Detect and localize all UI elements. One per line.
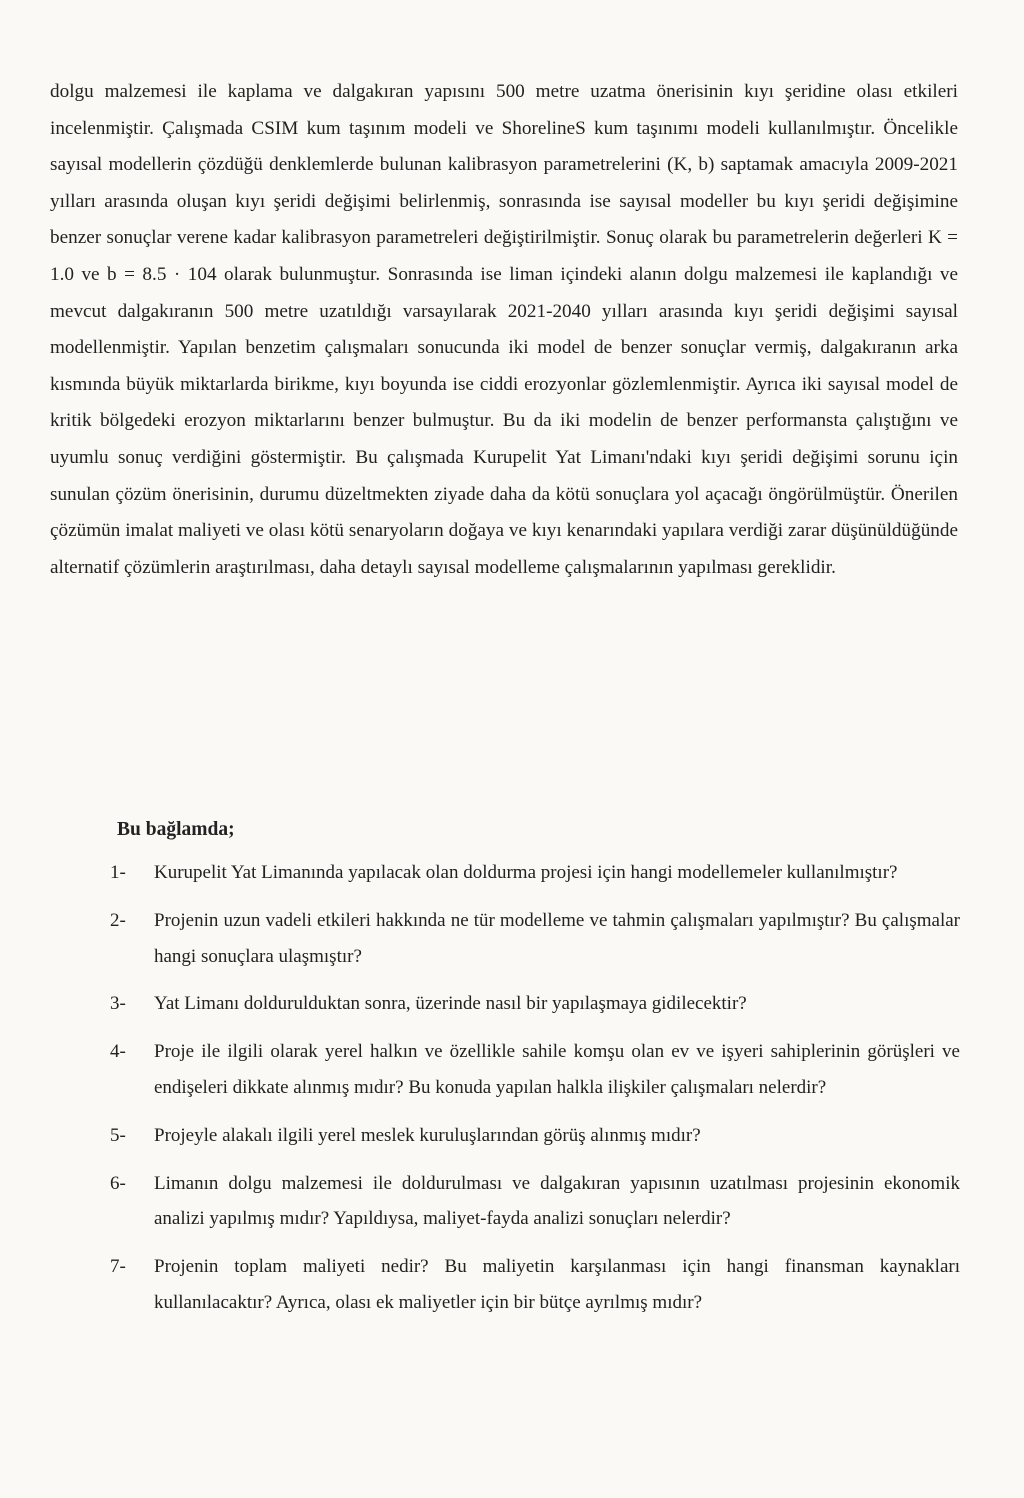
section-heading: Bu bağlamda;	[117, 819, 235, 840]
question-text: Yat Limanı doldurulduktan sonra, üzerinde nasıl bir yapılaşmaya gidilecektir?	[154, 993, 747, 1015]
question-item-7	[110, 1249, 960, 1321]
question-text: Proje ile ilgili olarak yerel halkın ve özellikle sahile komşu olan ev ve işyeri sahiplerinin görüşleri ve endişeleri dikkate alınmış mıdır? Bu konuda yapılan halkla ilişkiler çalışmaları nelerdir?	[154, 1041, 960, 1098]
question-number: 5-	[110, 1124, 126, 1146]
question-item-1	[110, 855, 960, 891]
question-item-3	[110, 986, 960, 1022]
question-number: 6-	[110, 1172, 126, 1194]
question-item-2	[110, 903, 960, 975]
body-paragraph: dolgu malzemesi ile kaplama ve dalgakıran yapısını 500 metre uzatma önerisinin kıyı şeridine olası etkileri incelenmiştir. Çalışmada CSIM kum taşınım modeli ve ShorelineS kum taşınımı modeli kullanılmıştır. Öncelikle sayısal modellerin çözdüğü denklemlerde bulunan kalibrasyon parametrelerini (K, b) saptamak amacıyla 2009-2021 yılları arasında oluşan kıyı şeridi değişimi belirlenmiş, sonrasında ise sayısal modeller bu kıyı şeridi değişimine benzer sonuçlar verene kadar kalibrasyon parametreleri değiştirilmiştir. Sonuç olarak bu parametrelerin değerleri K = 1.0 ve b = 8.5 · 104 olarak bulunmuştur. Sonrasında ise liman içindeki alanın dolgu malzemesi ile kaplandığı ve mevcut dalgakıranın 500 metre uzatıldığı varsayılarak 2021-2040 yılları arasında kıyı şeridi değişimi sayısal modellenmiştir. Yapılan benzetim çalışmaları sonucunda iki model de benzer sonuçlar vermiş, dalgakıranın arka kısmında büyük miktarlarda birikme, kıyı boyunda ise ciddi erozyonlar gözlemlenmiştir. Ayrıca iki sayısal model de kritik bölgedeki erozyon miktarlarını benzer bulmuştur. Bu da iki modelin de benzer performansta çalıştığını ve uyumlu sonuç verdiğini göstermiştir. Bu çalışmada Kurupelit Yat Limanı'ndaki kıyı şeridi değişimi sorunu için sunulan çözüm önerisinin, durumu düzeltmekten ziyade daha da kötü sonuçlara yol açacağı öngörülmüştür. Önerilen çözümün imalat maliyeti ve olası kötü senaryoların doğaya ve kıyı kenarındaki yapılara verdiği zarar düşünüldüğünde alternatif çözümlerin araştırılması, daha detaylı sayısal modelleme çalışmalarının yapılması gereklidir.	[50, 81, 958, 578]
question-number: 1-	[110, 862, 126, 883]
question-item-5	[110, 1118, 960, 1154]
question-item-6	[110, 1166, 960, 1238]
question-text: Limanın dolgu malzemesi ile doldurulması ve dalgakıran yapısının uzatılması projesinin ekonomik analizi yapılmış mıdır? Yapıldıysa, maliyet-fayda analizi sonuçları nelerdir?	[154, 1172, 960, 1230]
question-list	[110, 855, 960, 1333]
question-text: Projeyle alakalı ilgili yerel meslek kuruluşlarından görüş alınmış mıdır?	[154, 1124, 701, 1146]
question-item-4	[110, 1034, 960, 1106]
question-number: 3-	[110, 993, 126, 1015]
question-number: 2-	[110, 909, 126, 931]
question-text: Projenin toplam maliyeti nedir? Bu maliyetin karşılanması için hangi finansman kaynakları kullanılacaktır? Ayrıca, olası ek maliyetler için bir bütçe ayrılmış mıdır?	[154, 1256, 960, 1313]
question-number: 4-	[110, 1041, 126, 1063]
question-text: Kurupelit Yat Limanında yapılacak olan doldurma projesi için hangi modellemeler kullanılmıştır?	[154, 862, 898, 883]
question-text: Projenin uzun vadeli etkileri hakkında ne tür modelleme ve tahmin çalışmaları yapılmıştır? Bu çalışmalar hangi sonuçlara ulaşmıştır?	[154, 909, 960, 967]
question-number: 7-	[110, 1256, 126, 1278]
